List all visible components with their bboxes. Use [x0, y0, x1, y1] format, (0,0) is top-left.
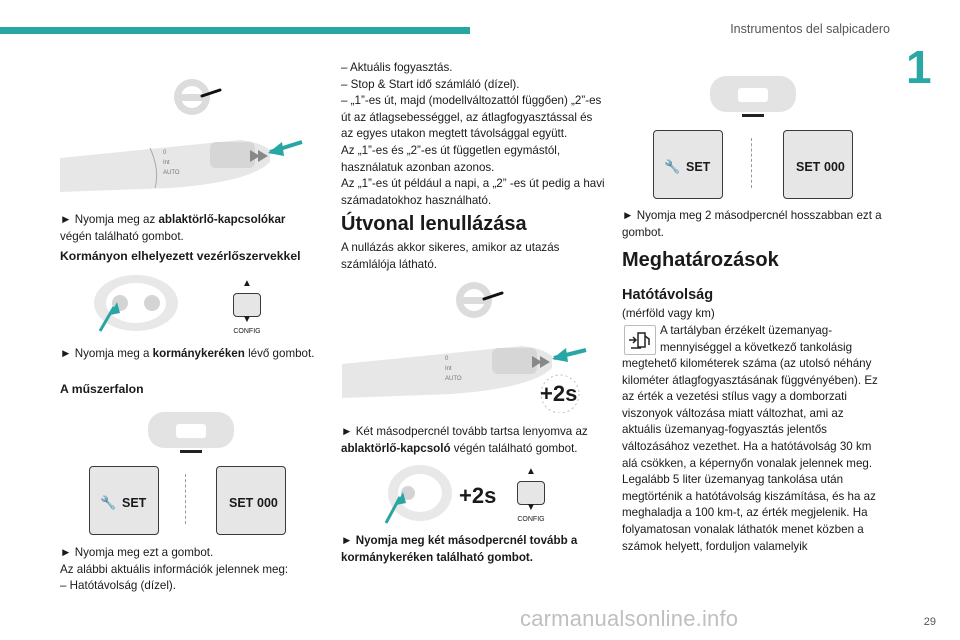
config-label: CONFIG [517, 516, 545, 523]
wrench-icon: 🔧 [664, 159, 681, 174]
info-item: Az „1”-es és „2”-es út független egymástól, használatuk azonban azonos. [341, 143, 561, 174]
instrument-cluster-icon [148, 412, 234, 454]
instruction-stalk-hold: ► Két másodpercnél tovább tartsa lenyomva az ablaktörlő-kapcsoló végén található gombot. [341, 425, 588, 455]
info-item: Az „1”-es út például a napi, a „2” -es út pedig a havi számadatokhoz használható. [341, 177, 605, 207]
up-arrow-icon: ▲ [242, 278, 252, 289]
instruction-wheel-hold: ► Nyomja meg két másodpercnél tovább a kormánykeréken található gombot. [341, 534, 578, 564]
heading-trip-reset: Útvonal lenullázása [341, 213, 527, 235]
heading-steering-wheel-controls: Kormányon elhelyezett vezérlőszervekkel [60, 249, 301, 263]
wiper-stalk-illustration [60, 70, 310, 200]
set-button[interactable] [89, 466, 159, 535]
instrument-cluster-icon [710, 76, 796, 118]
config-label: CONFIG [233, 328, 261, 335]
steering-wheel-icon [456, 282, 502, 318]
set-button-label: SET [686, 160, 711, 174]
arrow-icon [552, 348, 586, 362]
info-item: – Aktuális fogyasztás. [341, 61, 453, 74]
set-display-button[interactable] [216, 466, 286, 535]
wrench-icon: 🔧 [100, 495, 117, 510]
instruction-cluster: ► Nyomja meg ezt a gombot. [60, 546, 214, 559]
heading-definitions: Meghatározások [622, 249, 779, 271]
set-display-value: 000 [824, 160, 845, 174]
section-title: Instrumentos del salpicadero [730, 22, 890, 36]
range-unit: (mérföld vagy km) [622, 307, 715, 320]
down-arrow-icon: ▼ [526, 502, 536, 513]
info-line: Az alábbi aktuális információk jelennek meg: [60, 562, 289, 576]
hold-2s-label: +2s [540, 381, 578, 406]
divider [751, 138, 752, 188]
svg-text:AUTO: AUTO [163, 170, 180, 176]
reset-intro: A nullázás akkor sikeres, amikor az utazás számlálója látható. [341, 241, 560, 271]
steering-wheel-illustration [90, 273, 180, 335]
stalk-lever-icon [60, 140, 270, 192]
svg-text:AUTO: AUTO [445, 376, 462, 382]
info-item-range: – Hatótávolság (dízel). [60, 579, 176, 593]
arrow-icon [268, 142, 302, 156]
page-number: 29 [923, 616, 936, 628]
svg-text:0: 0 [163, 150, 167, 156]
range-text-first: A tartályban érzékelt üzemanyag-mennyiséggel a következő tankolásig [660, 324, 853, 354]
down-arrow-icon: ▼ [242, 314, 252, 325]
watermark: carmanualsonline.info [520, 606, 739, 631]
instruction-wheel: ► Nyomja meg a kormánykeréken lévő gombot. [60, 347, 315, 360]
set-button-label: SET [122, 496, 147, 510]
header-accent-bar [0, 27, 470, 34]
instruction-set-hold: ► Nyomja meg 2 másodpercnél hosszabban ezt a gombot. [622, 209, 882, 239]
stalk-lever-icon [342, 346, 552, 398]
svg-text:Int: Int [163, 160, 170, 166]
instruction-cluster-block [60, 545, 322, 595]
up-arrow-icon: ▲ [526, 466, 536, 477]
svg-text:Int: Int [445, 366, 452, 372]
hold-2s-label: +2s [459, 483, 497, 508]
heading-instrument-cluster: A műszerfalon [60, 382, 144, 396]
set-display-label: SET [229, 496, 254, 510]
info-list [341, 60, 605, 209]
steering-wheel-illustration [382, 463, 452, 525]
set-button[interactable] [653, 130, 723, 199]
divider [185, 474, 186, 524]
svg-text:0: 0 [445, 356, 449, 362]
heading-range: Hatótávolság [622, 287, 714, 303]
steering-wheel-icon [174, 79, 220, 115]
info-item: – „1”-es út, majd (modellváltozattól függően) „2”-es út az átlagsebességgel, az átlagfogyasztással és az egyes utakon megtett távolsággal együtt. [341, 94, 602, 141]
set-display-label: SET [796, 160, 821, 174]
instruction-stalk: ► Nyomja meg az ablaktörlő-kapcsolókar végén található gombot. [60, 213, 286, 243]
chapter-number: 1 [906, 41, 932, 93]
range-text-rest: megtehető kilométerek száma (az utolsó néhány kilométer átlagfogyasztásának függvényében). Ez az érték a vezetési stílus vagy a domborzati viszonyok változása miatt változhat, ami az aktuális üzemanyag-fogyasztás jelentős változásához vezethet. Ha a hatótávolság 30 km alá csökken, a képernyőn vonalak jelennek meg. Legalább 5 liter üzemanyag tankolása után megtörténik a hatótávolság kiszámítása, és ha az meghaladja a 100 km-t, az érték megjelenik. Ha folyamatosan vonalak láthatók menet közben a számok helyett, forduljon valamelyik [622, 357, 878, 553]
set-display-button[interactable] [783, 130, 853, 199]
set-display-value: 000 [257, 496, 278, 510]
info-item: – Stop & Start idő számláló (dízel). [341, 77, 520, 91]
fuel-pump-icon [624, 325, 656, 355]
